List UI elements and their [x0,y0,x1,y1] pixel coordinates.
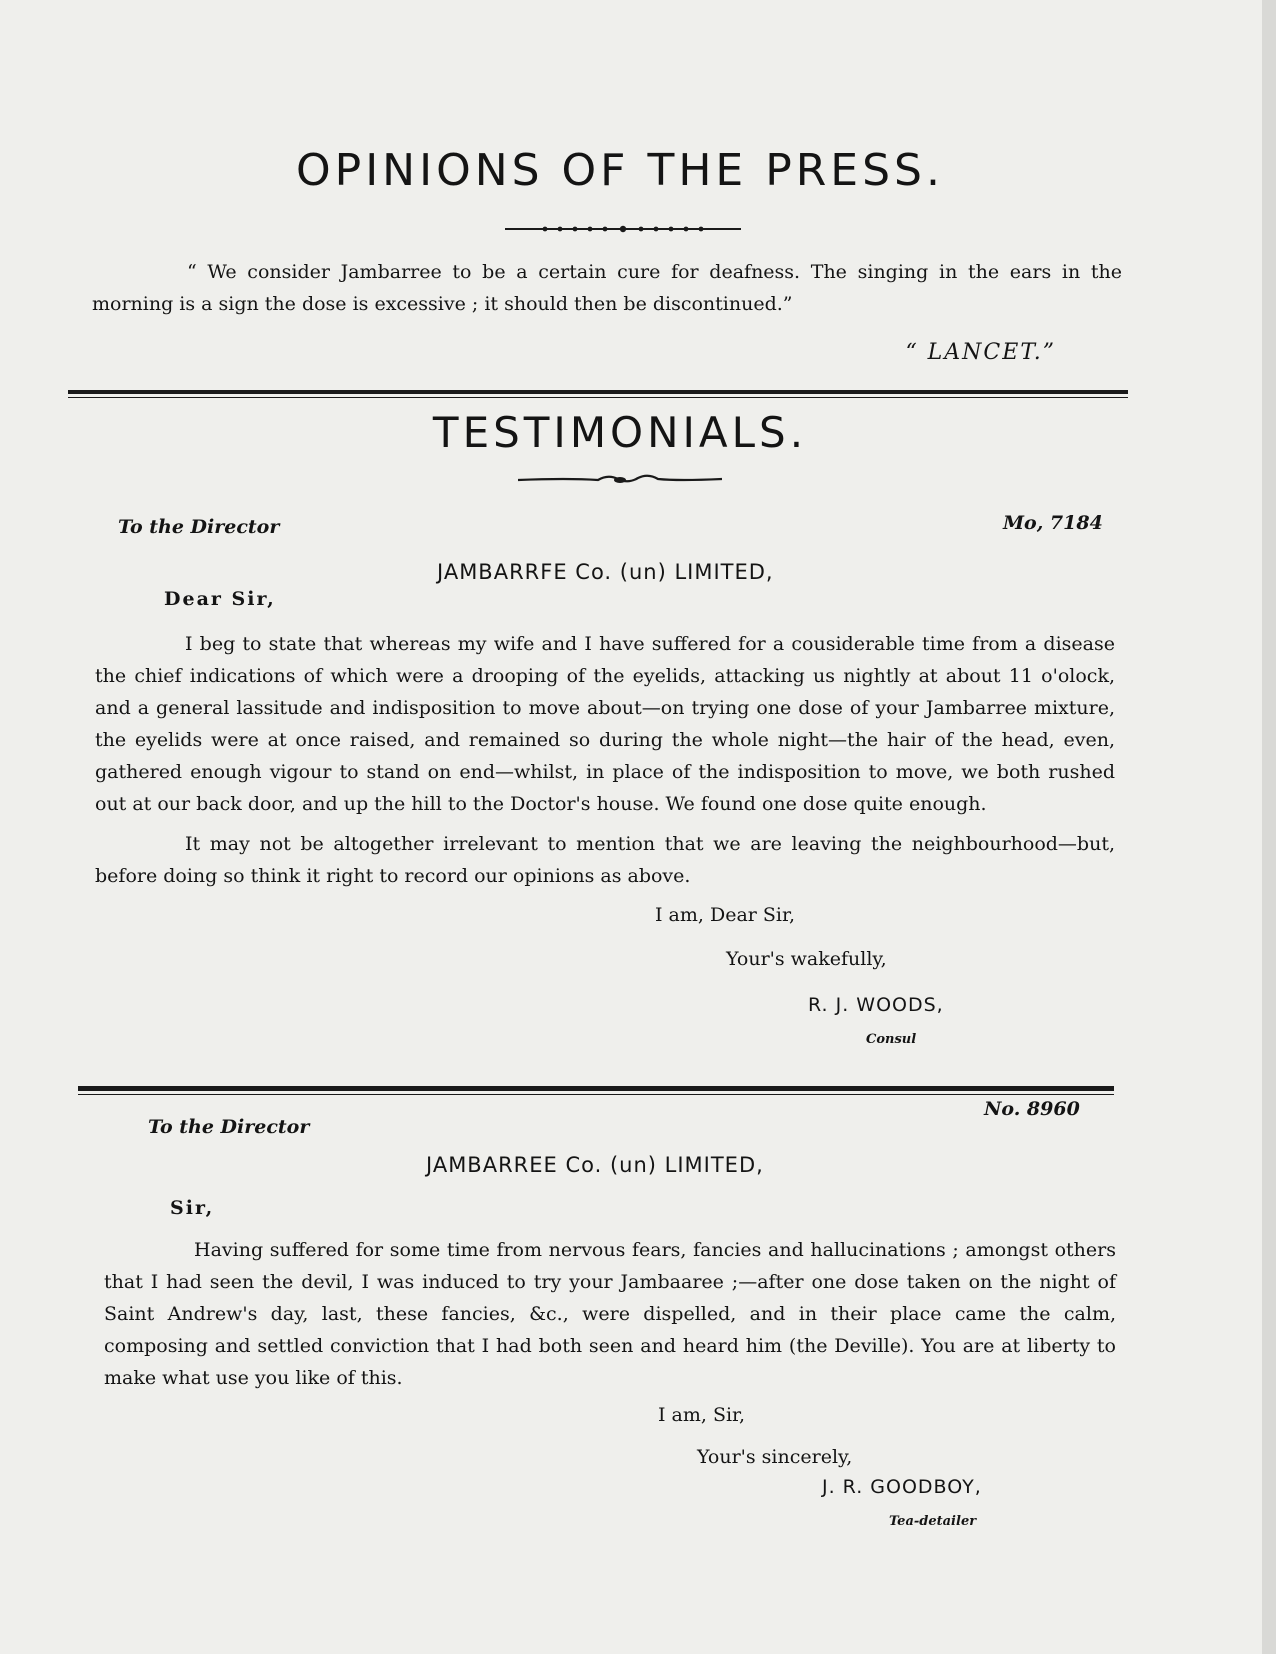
testimonials-divider-ornament [518,470,722,488]
letter-separator-rule [78,1086,1114,1091]
letter1-signer: R. J. WOODS, [808,994,944,1016]
letter1-salutation: Dear Sir, [164,588,276,610]
press-attribution: “ LANCET.” [905,340,1056,365]
letter1-addressee: To the Director [118,516,280,538]
letter2-closing1: I am, Sir, [658,1404,746,1426]
letter2-signer: J. R. GOODBOY, [822,1476,982,1498]
letter1-paragraph2: It may not be altogether irrelevant to mention that we are leaving the neighbourhood—but, before doing so think it right to record our opinions as above. [95,833,1115,887]
section-double-rule [68,390,1128,394]
letter2-number: No. 8960 [984,1098,1080,1120]
section-double-rule-thin [68,397,1128,398]
press-divider-ornament [505,222,741,236]
testimonials-section-title: TESTIMONIALS. [432,408,808,457]
letter2-paragraph1: Having suffered for some time from nervous fears, fancies and hallucinations ; amongst others that I had seen the devil, I was induced to try your Jambaaree ;—after one dose taken on the night of Saint Andrew's day, last, these fancies, &c., were dispelled, and in their place came the calm, composing and settled conviction that I had both seen and heard him (the Deville). You are at liberty to make what use you like of this. [104,1239,1116,1389]
letter1-number: Mo, 7184 [1003,512,1103,534]
letter2-addressee: To the Director [148,1116,310,1138]
press-quote: “ We consider Jambarree to be a certain cure for deafness. The singing in the ears in the morning is a sign the dose is excessive ; it should then be discontinued.” [92,261,1122,315]
letter2-signer-role: Tea-detailer [889,1514,977,1529]
letter1-closing1: I am, Dear Sir, [655,904,796,926]
letter2-company: JAMBARREE Co. (un) LIMITED, [426,1153,764,1177]
press-section-title: OPINIONS OF THE PRESS. [296,145,944,196]
letter1-paragraph1: I beg to state that whereas my wife and I have suffered for a cousiderable time from a disease the chief indications of which were a drooping of the eyelids, attacking us nightly at about 11 o'olock, and a general lassitude and indisposition to move about—on trying one dose of your Jambarree mixture, the eyelids were at once raised, and remained so during the whole night—the hair of the head, even, gathered enough vigour to stand on end—whilst, in place of the indisposition to move, we both rushed out at our back door, and up the hill to the Doctor's house. We found one dose quite enough. [95,633,1115,815]
letter1-company: JAMBARRFE Co. (un) LIMITED, [437,560,774,584]
letter1-signer-role: Consul [866,1032,917,1047]
letter-separator-rule-thin [78,1094,1114,1095]
letter2-salutation: Sir, [170,1197,215,1219]
page-edge [1262,0,1276,1654]
letter2-closing2: Your's sincerely, [697,1446,853,1468]
letter1-closing2: Your's wakefully, [726,948,887,970]
